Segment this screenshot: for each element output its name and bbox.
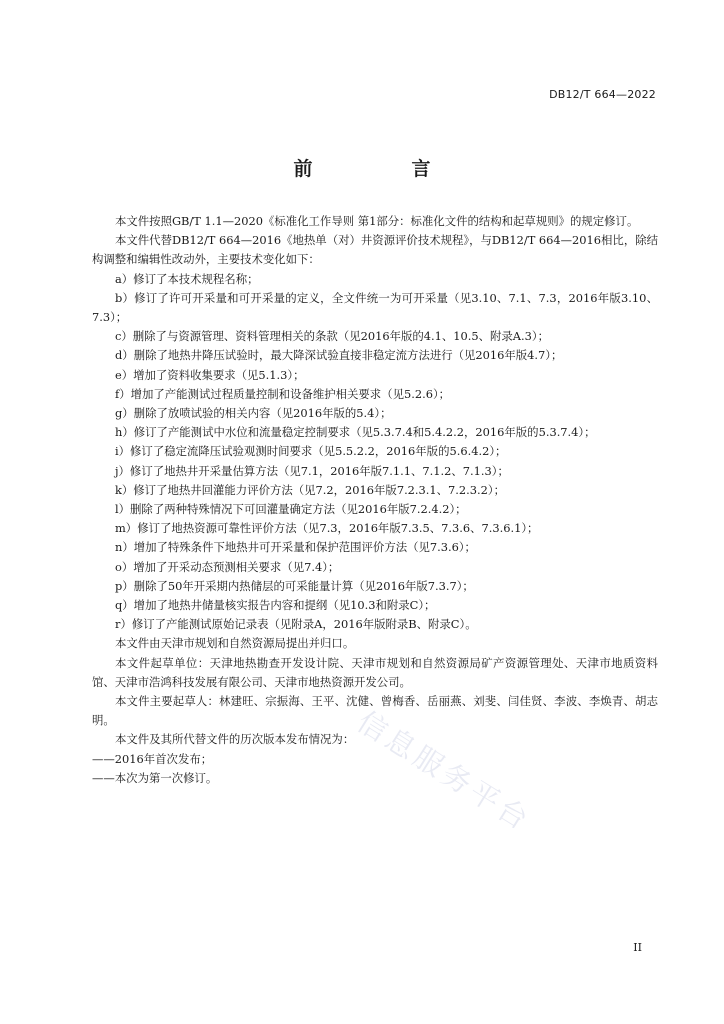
list-item: m）修订了地热资源可靠性评价方法（见7.3，2016年版7.3.5、7.3.6、7.3.6.1）； [115,521,539,536]
paragraph-proposer: 本文件由天津市规划和自然资源局提出并归口。 [115,636,355,651]
list-item: l）删除了两种特殊情况下可回灌量确定方法（见2016年版7.2.4.2）； [115,502,467,517]
list-item: e）增加了资料收集要求（见5.1.3）； [115,367,305,382]
paragraph-drafters: 本文件主要起草人：林建旺、宗振海、王平、沈健、曾梅香、岳丽燕、刘斐、闫佳贤、李波、李焕青、胡志明。 [92,694,658,728]
list-item: n）增加了特殊条件下地热井可开采量和保护范围评价方法（见7.3.6）； [115,540,476,555]
page-title: 前 言 [293,158,471,180]
history-item: ——2016年首次发布； [92,751,213,766]
list-item: f）增加了产能测试过程质量控制和设备维护相关要求（见5.2.6）； [115,386,451,401]
paragraph-drafting-units: 本文件起草单位：天津地热勘查开发设计院、天津市规划和自然资源局矿产资源管理处、天津市地质资料馆、天津市浩鸿科技发展有限公司、天津市地热资源开发公司。 [92,655,658,689]
history-item: ——本次为第一次修订。 [92,770,218,785]
paragraph-replacement: 本文件代替DB12/T 664—2016《地热单（对）井资源评价技术规程》，与DB12/T 664—2016相比，除结构调整和编辑性改动外，主要技术变化如下： [92,233,658,267]
list-item: c）删除了与资源管理、资料管理相关的条款（见2016年版的4.1、10.5、附录A.3）； [115,329,549,344]
list-item: b）修订了许可开采量和可开采量的定义，全文件统一为可开采量（见3.10、7.1、7.3，2016年版3.10、7.3）； [92,290,658,325]
paragraph-basis: 本文件按照GB/T 1.1—2020《标准化工作导则 第1部分：标准化文件的结构和起草规则》的规定修订。 [115,214,639,228]
list-item: p）删除了50年开采期内热储层的可采能量计算（见2016年版7.3.7）； [115,578,474,593]
list-item: r）修订了产能测试原始记录表（见附录A，2016年版附录B、附录C）。 [115,617,477,632]
standard-code: DB12/T 664—2022 [549,88,656,101]
foreword-body [92,212,658,788]
paragraph-history-intro: 本文件及其所代替文件的历次版本发布情况为： [115,732,355,747]
list-item: d）删除了地热井降压试验时，最大降深试验直接非稳定流方法进行（见2016年版4.7）； [115,348,563,363]
page-number: II [633,941,642,954]
list-item: g）删除了放喷试验的相关内容（见2016年版的5.4）； [115,406,392,421]
list-item: j）修订了地热井开采量估算方法（见7.1，2016年版7.1.1、7.1.2、7.1.3）； [115,463,509,478]
list-item: h）修订了产能测试中水位和流量稳定控制要求（见5.3.7.4和5.4.2.2，2016年版的5.3.7.4）； [115,425,596,440]
list-item: a）修订了本技术规程名称； [115,271,259,286]
watermark: 信息服务平台 [351,704,538,839]
list-item: q）增加了地热井储量核实报告内容和提纲（见10.3和附录C）； [115,598,436,613]
list-item: k）修订了地热井回灌能力评价方法（见7.2，2016年版7.2.3.1、7.2.3.2）； [115,482,505,497]
list-item: o）增加了开采动态预测相关要求（见7.4）； [115,559,340,574]
list-item: i）修订了稳定流降压试验观测时间要求（见5.5.2.2，2016年版的5.6.4.2）； [115,444,507,459]
